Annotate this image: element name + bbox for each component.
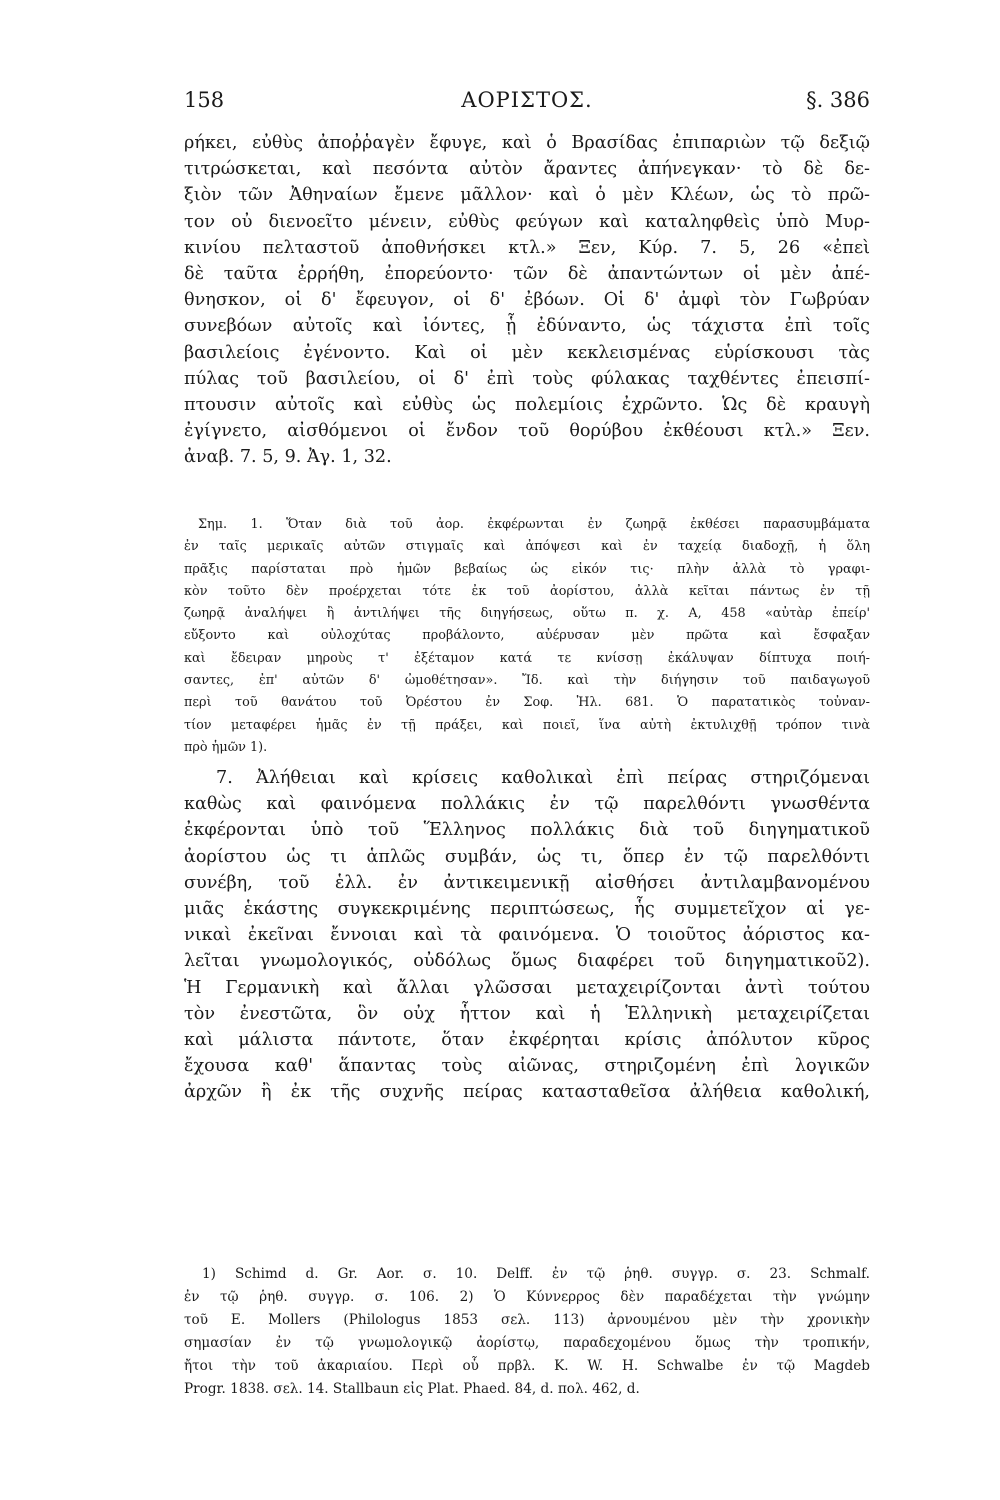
text-line: Ἡ Γερμανικὴ καὶ ἄλλαι γλῶσσαι μεταχειρίζονται ἀντὶ τούτου (184, 977, 870, 998)
text-line: νικαὶ ἐκεῖναι ἔννοιαι καὶ τὰ φαινόμενα. Ὁ τοιοῦτος ἀόριστος κα- (184, 925, 870, 946)
text-line: τὸν ἐνεστῶτα, ὃν οὐχ ἧττον καὶ ἡ Ἑλληνικὴ μεταχειρίζεται (184, 1003, 870, 1024)
text-line: ἐκφέρονται ὑπὸ τοῦ Ἕλληνος πολλάκις διὰ τοῦ διηγηματικοῦ (184, 820, 870, 841)
footnote-line: σημασίαν ἐν τῷ γνωμολογικῷ ἀορίστῳ, παραδεχομένου ὅμως τὴν τροπικήν, (184, 1335, 870, 1351)
footnote-line: Progr. 1838. σελ. 14. Stallbaun εἰς Plat. Phaed. 84, d. πολ. 462, d. (184, 1381, 640, 1397)
text-line: συνέβη, τοῦ ἑλλ. ἐν ἀντικειμενικῇ αἰσθήσει ἀντιλαμβανομένου (184, 872, 870, 893)
note-line: ζωηρᾷ ἀναλήψει ἢ ἀντιλήψει τῆς διηγήσεως, οὕτω π. χ. Α, 458 «αὐτὰρ ἐπείρ' (184, 606, 870, 622)
note-line: σαντες, ἐπ' αὐτῶν δ' ὠμοθέτησαν». Ἴδ. καὶ τὴν διήγησιν τοῦ παιδαγωγοῦ (184, 673, 870, 689)
text-line: τιτρώσκεται, καὶ πεσόντα αὐτὸν ἄραντες ἀπήνεγκαν· τὸ δὲ δε- (184, 159, 870, 180)
text-line: ξιὸν τῶν Ἀθηναίων ἔμενε μᾶλλον· καὶ ὁ μὲν Κλέων, ὡς τὸ πρῶ- (184, 185, 870, 206)
footnote-line: 1) Schimd d. Gr. Aor. σ. 10. Delff. ἐν τῷ ῥηθ. συγγρ. σ. 23. Schmalf. (202, 1266, 870, 1282)
text-line: κινίου πελταστοῦ ἀποθνήσκει κτλ.» Ξεν, Κύρ. 7. 5, 26 «ἐπεὶ (184, 237, 870, 258)
note-line: περὶ τοῦ θανάτου τοῦ Ὀρέστου ἐν Σοφ. Ἠλ. 681. Ὁ παρατατικὸς τοὐναν- (184, 695, 870, 711)
footnote-line: τοῦ E. Mollers (Philologus 1853 σελ. 113) ἀρνουμένου μὲν τὴν χρονικὴν (184, 1312, 870, 1328)
text-line: 7. Ἀλήθειαι καὶ κρίσεις καθολικαὶ ἐπὶ πείρας στηριζόμεναι (216, 768, 870, 788)
section-7-text-block (184, 765, 870, 1105)
page-number: 158 (184, 88, 225, 112)
note-line: κὸν τοῦτο δὲν προέρχεται τότε ἐκ τοῦ ἀορίστου, ἀλλὰ κεῖται πάντως ἐν τῇ (184, 583, 870, 599)
note-line: πρὸ ἡμῶν 1). (184, 739, 268, 755)
main-text-block (184, 130, 870, 470)
note-line: Σημ. 1. Ὅταν διὰ τοῦ ἀορ. ἐκφέρωνται ἐν ζωηρᾷ ἐκθέσει παρασυμβάματα (198, 517, 870, 532)
note-line: εὔξοντο καὶ οὐλοχύτας προβάλοντο, αὐέρυσαν μὲν πρῶτα καὶ ἔσφαξαν (184, 628, 870, 644)
text-line: λεῖται γνωμολογικός, οὐδόλως ὅμως διαφέρει τοῦ διηγηματικοῦ2). (184, 951, 870, 972)
text-line: καὶ μάλιστα πάντοτε, ὅταν ἐκφέρηται κρίσις ἀπόλυτον κῦρος (184, 1029, 870, 1050)
footnote-line: ἤτοι τὴν τοῦ ἀκαριαίου. Περὶ οὗ πρβλ. K. W. H. Schwalbe ἐν τῷ Magdeb (184, 1358, 870, 1374)
text-line: δὲ ταῦτα ἐρρήθη, ἐπορεύοντο· τῶν δὲ ἀπαντώντων οἱ μὲν ἀπέ- (184, 263, 870, 284)
text-line: μιᾶς ἑκάστης συγκεκριμένης περιπτώσεως, ἧς συμμετεῖχον αἱ γε- (184, 898, 870, 919)
section-number: §. 386 (806, 88, 870, 112)
text-line: πτουσιν αὐτοῖς καὶ εὐθὺς ὡς πολεμίοις ἐχρῶντο. Ὡς δὲ κραυγὴ (184, 394, 870, 415)
text-line: ἀρχῶν ἢ ἐκ τῆς συχνῆς πείρας κατασταθεῖσα ἀλήθεια καθολική, (184, 1082, 870, 1103)
running-title: ΑΟΡΙΣΤΟΣ. (461, 88, 593, 112)
text-line: ἀορίστου ὡς τι ἁπλῶς συμβάν, ὡς τι, ὅπερ ἐν τῷ παρελθόντι (184, 846, 870, 867)
footnotes-block (184, 1263, 870, 1401)
text-line: βασιλείοις ἐγένοντο. Καὶ οἱ μὲν κεκλεισμένας εὑρίσκουσι τὰς (184, 342, 870, 363)
note-line: πρᾶξις παρίσταται πρὸ ἡμῶν βεβαίως ὡς εἰκόν τις· πλὴν ἀλλὰ τὸ γραφι- (184, 561, 870, 577)
text-line: θνησκον, οἱ δ' ἔφευγον, οἱ δ' ἐβόων. Οἱ δ' ἀμφὶ τὸν Γωβρύαν (184, 290, 870, 311)
text-line: συνεβόων αὐτοῖς καὶ ἰόντες, ᾗ ἐδύναντο, ὡς τάχιστα ἐπὶ τοῖς (184, 316, 870, 337)
text-line: καθὼς καὶ φαινόμενα πολλάκις ἐν τῷ παρελθόντι γνωσθέντα (184, 794, 870, 815)
note-line: καὶ ἔδειραν μηροὺς τ' ἐξέταμον κατά τε κνίσσῃ ἐκάλυψαν δίπτυχα ποιή- (184, 650, 870, 666)
text-line: τον οὐ διενοεῖτο μένειν, εὐθὺς φεύγων καὶ καταληφθεὶς ὑπὸ Μυρ- (184, 211, 870, 232)
note-line: ἐν ταῖς μερικαῖς αὐτῶν στιγμαῖς καὶ ἀπόψεσι καὶ ἐν ταχείᾳ διαδοχῇ, ἡ ὅλη (184, 539, 870, 555)
footnote-line: ἐν τῷ ῥηθ. συγγρ. σ. 106. 2) Ὁ Κύννερρος δὲν παραδέχεται τὴν γνώμην (184, 1289, 870, 1305)
text-line: ἔχουσα καθ' ἅπαντας τοὺς αἰῶνας, στηριζομένη ἐπὶ λογικῶν (184, 1056, 870, 1077)
text-line: πύλας τοῦ βασιλείου, οἱ δ' ἐπὶ τοὺς φύλακας ταχθέντες ἐπεισπί- (184, 368, 870, 389)
running-header (184, 88, 870, 122)
text-line: ρήκει, εὐθὺς ἀποῤῥαγὲν ἔφυγε, καὶ ὁ Βρασίδας ἐπιπαριὼν τῷ δεξιῷ (184, 133, 870, 153)
text-line: ἀναβ. 7. 5, 9. Ἀγ. 1, 32. (184, 447, 392, 468)
remark-note-block (184, 514, 870, 759)
text-line: ἐγίγνετο, αἰσθόμενοι οἱ ἔνδον τοῦ θορύβου ἐκθέουσι κτλ.» Ξεν. (184, 421, 870, 442)
note-line: τίον μεταφέρει ἡμᾶς ἐν τῇ πράξει, καὶ ποιεῖ, ἵνα αὐτὴ ἐκτυλιχθῇ τρόπον τινὰ (184, 717, 870, 733)
